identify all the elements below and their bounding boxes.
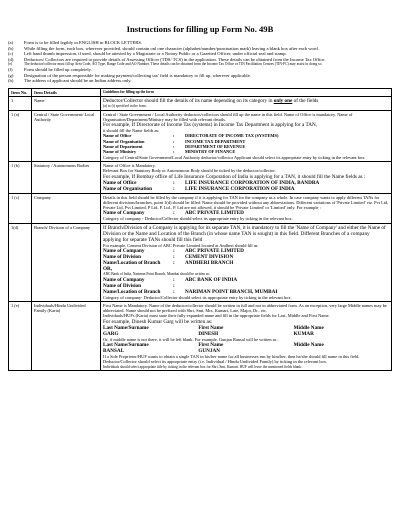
name-cell: Middle Name	[293, 341, 324, 348]
guideline-example: For example, If Bombay office of Life Insurance Corporation of India is applying for a TAN, it should fill the Name fields as :	[103, 173, 366, 180]
name-field-row	[103, 149, 389, 154]
name-cell: Last Name/Surname	[103, 324, 149, 331]
guideline-text: Name of Office is Mandatory.	[103, 162, 156, 168]
name-fields-2	[103, 277, 389, 295]
instruction-text: While filling the form, each box, wherever provided, should contain onl one character (alphabet/number/punctuation mark) leaving a blank box after each word.	[24, 45, 319, 51]
separator: :	[173, 210, 175, 217]
table-header-row	[9, 88, 392, 96]
instruction-label: (g)	[8, 72, 14, 78]
guideline-or: Or, if middle name is not there, it will be left blank. For example, Gunjan Bansal will be written as :	[103, 336, 279, 342]
document-page	[8, 0, 392, 371]
guideline-cell	[101, 223, 392, 301]
guideline-text: Deductor/Collector should fill the details of its name depending on its category in	[103, 98, 273, 105]
field-label: Name of Company	[103, 210, 145, 217]
instruction-label: (b)	[8, 45, 14, 51]
header-guidelines: Guidelines for filling up the form	[101, 88, 392, 96]
instruction-label: (f)	[8, 66, 13, 72]
item-no: 1	[9, 97, 32, 111]
guideline-text-5: Individuals should select appropriate title by ticking in the relevant box for Shri, Smt, Kumari. HUF will leave the mentioned fields blank.	[103, 364, 302, 369]
separator: :	[173, 282, 175, 289]
guideline-text: Details in this field should be filled by the company if it is applying for TAN for the company as a whole. In case company wants to apply different TANs for different divisions/branches, point 1(d) should be filled. Name should be provided without any abbreviations. Different variations of 'Private Limited' viz. Pvt Ltd, Private Ltd, Pvt Limited, P Ltd, P. Ltd., P. Ltd are not allowed, it should be 'Private Limited' or 'Limited' only. For example :	[103, 194, 389, 211]
field-label: Name of Division	[103, 254, 142, 260]
separator: :	[173, 276, 175, 283]
name-cell: BANSAL	[103, 347, 125, 354]
separator: :	[173, 288, 175, 295]
guideline-text: If Branch/Division of a Company is applying for its separate TAN, it is mandatory to fill the 'Name of Company' and either the Name of Division or the Name and Location of the Branch (in whose name TAN is sought) in this field. Different Branches of a company applying for separate TANs should fill this field	[103, 224, 386, 243]
name-cell: Middle Name	[293, 324, 324, 331]
guideline-cell	[101, 301, 392, 370]
table-row	[9, 161, 392, 193]
separator: :	[173, 254, 175, 260]
instruction-text: Form should be filled up completely.	[24, 66, 92, 72]
field-value: INCOME TAX DEPARTMENT	[185, 138, 246, 144]
field-label: Name of Organisation	[103, 138, 145, 144]
table-row	[9, 223, 392, 301]
guideline-text-2: Individuals/HUFs (Karta) must state their fully expanded name and fill in the appropriate fields for Last, Middle and First Name.	[103, 313, 330, 319]
field-label: Name of Office	[103, 133, 132, 139]
table-row	[9, 301, 392, 370]
instruction-text: The deductor/collector must fill up Area Code, AO Type, Range Code and AO Number. These details can be obtained from the Income Tax Office or TIN Facilitation Centres (TIN-FC) may assist in doing so.	[24, 62, 323, 67]
guideline-example-2: ABC Bank of India, Nariman Point Branch, Mumbai should be written as:	[103, 272, 210, 276]
field-label: Name of Organisation	[103, 185, 152, 192]
table-row	[9, 97, 392, 111]
guideline-example: For example, If Directorate of Income Tax (systems) in Income Tax Department is applying for a TAN,	[103, 122, 318, 129]
field-label: Name of Company	[103, 248, 145, 254]
instruction-label: (a)	[8, 40, 14, 45]
guideline-category: Category of Central/State Government/Local Authority deductor/collector Applicant should select its appropriate entry by ticking in the relevant box.	[103, 154, 366, 160]
instruction-text: Designation of the person responsible for making payment/collecting tax' field is mandatory to fill up, wherever applicable.	[24, 72, 251, 78]
separator: :	[173, 138, 175, 144]
guideline-text-2: Relevant Box for Statutory Body or Autonomous Body should be ticked by the deductor/collector.	[103, 168, 276, 174]
guideline-example: For example, Cement Division of ABC Private Limited located at Andheri should fill as:	[103, 242, 259, 248]
item-details: Individuals/Hindu Undivided Family (Karta)	[32, 301, 101, 370]
item-details: Company	[32, 193, 101, 223]
field-value: ANDHERI BRANCH	[185, 260, 234, 266]
name-cell: Last Name/Surname	[103, 341, 149, 348]
table-row	[9, 193, 392, 223]
instructions-list	[8, 40, 392, 84]
header-item-details: Item Details	[32, 88, 101, 96]
guideline-example-note: it should fill the Name fields as:	[103, 128, 160, 134]
field-label: Name/Location of Branch	[103, 260, 161, 266]
field-value: MINISTRY OF FINANCE	[185, 149, 236, 155]
name-fields	[103, 133, 389, 154]
name-cell: First Name	[198, 341, 224, 348]
guideline-category: Category of company - Deductor/Collector should select its appropriate entry by ticking in the relevant box.	[103, 216, 293, 222]
separator: :	[173, 185, 175, 192]
guideline-cell	[101, 193, 392, 223]
field-value: ABC PRIVATE LIMITED	[185, 248, 244, 254]
guideline-cell	[101, 110, 392, 161]
field-value: LIFE INSURANCE CORPORATION OF INDIA, BANDRA	[185, 179, 320, 186]
name-cell: First Name	[198, 324, 224, 331]
guidelines-table	[8, 88, 392, 371]
name-cell: KUMAR	[293, 330, 314, 337]
name-cell: GARG	[103, 330, 119, 337]
separator: :	[173, 149, 175, 155]
guideline-text: First Name is Mandatory. Name of the deductor/collector should be written in full and not in abbreviated form. As an exception, very large Middle names may be abbreviated. Name should not be prefixed with Shri, Smt, Mrs, Kumari, Late, Major, Dr., etc.	[103, 302, 387, 314]
instruction-text: Form is to be filled legibly in ENGLISH in BLOCK LETTERS.	[24, 40, 143, 45]
name-values	[103, 331, 389, 337]
item-details: Statutory / Autonomous Bodies	[32, 161, 101, 193]
guideline-note: (a) to (i) specified in the form.	[103, 104, 147, 109]
item-no: 1 (a)	[9, 110, 32, 161]
instruction-text: Deductors/ Collectors are required to provide details of Assessing Officer (TDS/ TCS) in the application. These details can be obtained from the Income Tax Office.	[24, 56, 326, 62]
guideline-emphasis: only one	[273, 98, 293, 105]
separator: :	[173, 260, 175, 266]
name-field-row	[103, 260, 389, 266]
field-value: DEPARTMENT OF REVENUE	[185, 144, 246, 150]
instruction-label: (c)	[8, 51, 14, 57]
page-title: Instructions for filling up Form No. 49B	[126, 24, 274, 34]
field-label: Name of Company	[103, 276, 145, 283]
guideline-text-end: of the fields	[293, 98, 319, 105]
instruction-item	[8, 78, 392, 84]
field-value: ABC BANK OF INDIA	[185, 276, 238, 283]
item-details: Central / State Government/ Local Authority	[32, 110, 101, 161]
field-label: Name of Division	[103, 282, 142, 289]
field-label: Name of Ministry	[103, 149, 137, 155]
separator: :	[173, 144, 175, 150]
instruction-label: (e)	[8, 62, 12, 67]
field-label: Name/Location of Branch	[103, 288, 161, 295]
item-no: 1(d)	[9, 223, 32, 301]
guideline-text: Central / State Government / Local Authority deductors/collectors should fill up the name in this field. Name of Office is mandatory. Name of Organisation/Department/Ministry may be filled with relevant details.	[103, 111, 353, 122]
instruction-text: The address of applicant should be an Indian address only.	[24, 78, 132, 84]
field-value: NARIMAN POINT BRANCH, MUMBAI	[185, 288, 278, 295]
item-details: Branch/ Division of a Company	[32, 223, 101, 301]
item-no: 1 (b)	[9, 161, 32, 193]
name-field-row	[103, 289, 389, 295]
instruction-text: Left hand thumb impression, if used, should be attested by a Magistrate or a Notary Public or a Gazetted Officer, under official seal and stamp.	[24, 51, 287, 57]
guideline-category: Category of company- Deductor/Collector should select its appropriate entry by ticking in the relevant box.	[103, 294, 292, 300]
item-details: Name	[32, 97, 101, 111]
name-fields	[103, 248, 389, 266]
field-value: ABC PRIVATE LIMITED	[185, 210, 244, 217]
guideline-cell	[101, 97, 392, 111]
name-field-row	[103, 186, 389, 192]
instruction-label: (d)	[8, 56, 14, 62]
separator: :	[173, 133, 175, 139]
name-cell: GUNJAN	[198, 347, 220, 354]
instruction-label: (h)	[8, 78, 14, 84]
item-no: 1 (e)	[9, 301, 32, 370]
guideline-example: For example, Dinesh Kumar Garg will be written as:	[103, 318, 213, 325]
name-cell: DINESH	[198, 330, 219, 337]
name-fields	[103, 180, 389, 192]
guideline-or: OR,	[103, 266, 113, 272]
separator: :	[173, 248, 175, 254]
guideline-text-4: Deductor/Collector should select its appropriate entry (i.e. Individual / Hindu Undivided Family) by ticking in the relevant box.	[103, 359, 328, 365]
table-row	[9, 110, 392, 161]
guideline-text-3: If a Sole Proprietor/HUF wants to obtain a single TAN in his/her name for all businesses run by him/her, then he/she should fill name in this field.	[103, 353, 360, 359]
item-no: 1 (c)	[9, 193, 32, 223]
field-label: Name of Department	[103, 144, 143, 150]
separator: :	[173, 179, 175, 186]
field-label: Name of Office	[103, 179, 137, 186]
guideline-cell	[101, 161, 392, 193]
header-item-no: Item No.	[9, 88, 32, 96]
field-value: DIRECTORATE OF INCOME TAX (SYSTEMS)	[185, 133, 279, 139]
field-value: CEMENT DIVISION	[185, 254, 234, 260]
field-value: LIFE INSURANCE CORPORATION OF INDIA	[185, 185, 295, 192]
